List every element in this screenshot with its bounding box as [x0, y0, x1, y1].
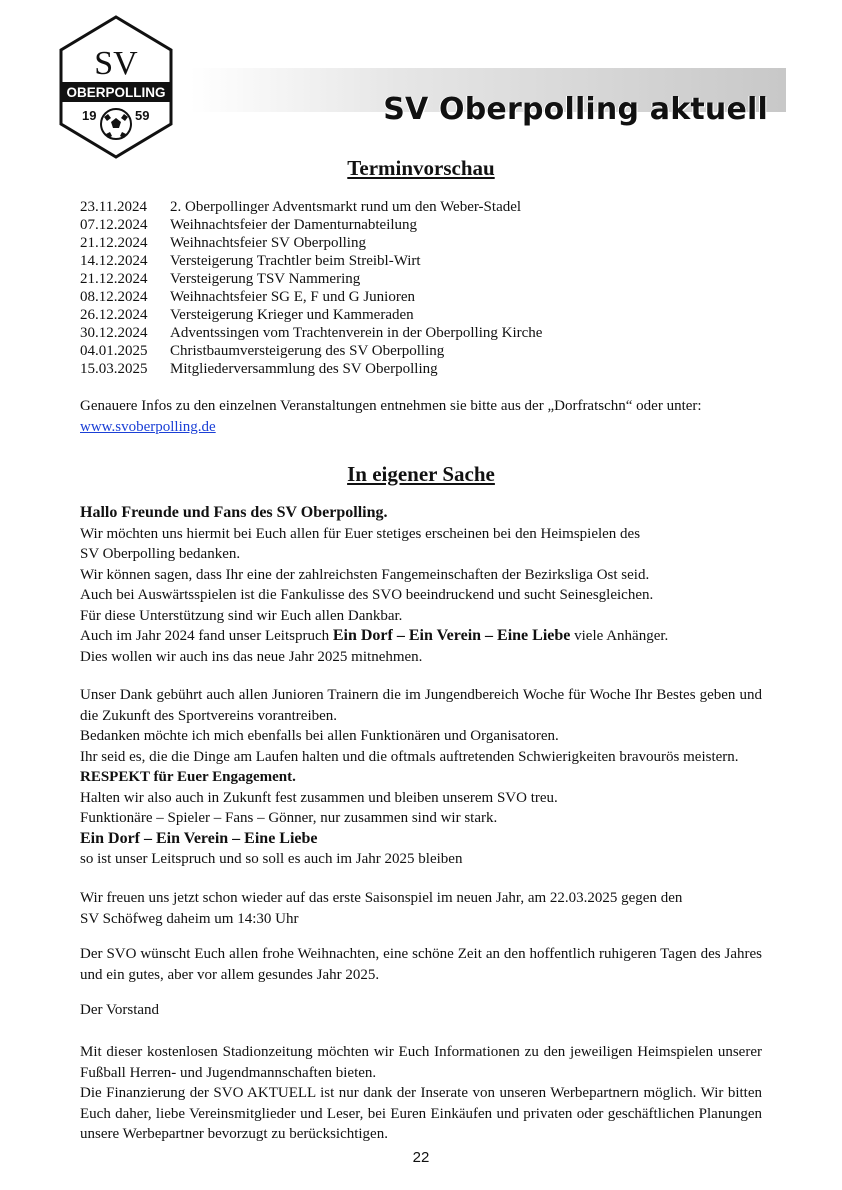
logo-name: OBERPOLLING	[66, 85, 166, 100]
motto-line	[80, 626, 762, 647]
event-date: 04.01.2025	[80, 343, 148, 359]
event-item	[80, 216, 542, 234]
sache-paragraph-4	[80, 944, 762, 985]
event-item	[80, 342, 542, 360]
logo-abbr: SV	[94, 45, 138, 82]
event-date: 23.11.2024	[80, 199, 147, 215]
page-number: 22	[412, 1149, 430, 1166]
event-item	[80, 288, 542, 306]
event-text: Christbaumversteigerung des SV Oberpolling	[170, 343, 445, 359]
event-item	[80, 234, 542, 252]
text-line: Ihr seid es, die die Dinge am Laufen halten und die oftmals auftretenden Schwierigkeiten bravourös meistern.	[80, 748, 739, 765]
text-line: Auch bei Auswärtsspielen ist die Fankulisse des SVO beeindruckend und sucht Seinesgleichen.	[80, 587, 654, 603]
text-line: Die Finanzierung der SVO AKTUELL ist nur dank der Inserate von unseren Werbepartnern möglich. Wir bitten Euch daher, liebe Vereinsmitglieder und Leser, bei Euren Einkäufen und privaten oder geschäftlichen Planungen unsere Werbepartner bevorzugt zu berücksichtigen.	[80, 1085, 762, 1142]
text-line: Bedanken möchte ich mich ebenfalls bei allen Funktionären und Organisatoren.	[80, 728, 559, 744]
text-line: SV Schöfweg daheim um 14:30 Uhr	[80, 910, 299, 927]
text-line: Der SVO wünscht Euch allen frohe Weihnachten, eine schöne Zeit an den hoffentlich ruhigeren Tagen des Jahres und ein gutes, aber vor allem gesundes Jahr 2025.	[80, 946, 762, 983]
event-date: 21.12.2024	[80, 235, 148, 251]
sache-paragraph-5	[80, 1042, 762, 1145]
event-text: Weihnachtsfeier der Damenturnabteilung	[170, 217, 418, 233]
text-line: Für diese Unterstützung sind wir Euch allen Dankbar.	[80, 607, 403, 624]
motto-prefix: Auch im Jahr 2024 fand unser Leitspruch	[80, 628, 333, 644]
termin-info	[80, 396, 762, 437]
event-text: Versteigerung Krieger und Kammeraden	[170, 307, 414, 323]
event-date: 08.12.2024	[80, 289, 148, 305]
terminvorschau-heading: Terminvorschau	[347, 156, 495, 180]
text-line: Wir möchten uns hiermit bei Euch allen für Euer stetiges erscheinen bei den Heimspielen des	[80, 525, 641, 542]
event-text: Versteigerung TSV Nammering	[170, 271, 361, 287]
logo-year-right: 59	[135, 108, 150, 123]
event-text: 2. Oberpollinger Adventsmarkt rund um den Weber-Stadel	[170, 199, 522, 215]
event-text: Adventssingen vom Trachtenverein in der Oberpolling Kirche	[170, 325, 543, 341]
greeting: Hallo Freunde und Fans des SV Oberpolling.	[80, 504, 388, 521]
text-line: so ist unser Leitspruch und so soll es auch im Jahr 2025 bleiben	[80, 851, 463, 867]
signature-text: Der Vorstand	[80, 1002, 160, 1018]
text-line: Wir können sagen, dass Ihr eine der zahlreichsten Fangemeinschaften der Bezirksliga Ost seid.	[80, 566, 650, 583]
magazine-title: SV Oberpolling aktuell	[383, 92, 768, 127]
logo-year-left: 19	[82, 108, 97, 123]
event-text: Versteigerung Trachtler beim Streibl-Wirt	[170, 253, 421, 269]
motto: Ein Dorf – Ein Verein – Eine Liebe	[332, 627, 571, 644]
event-date: 07.12.2024	[80, 217, 148, 233]
website-link[interactable]: www.svoberpolling.de	[80, 418, 216, 435]
event-date: 30.12.2024	[80, 325, 148, 341]
termin-info-text: Genauere Infos zu den einzelnen Veranstaltungen entnehmen sie bitte aus der „Dorfratschn“ oder unter:	[80, 398, 702, 414]
sache-heading: In eigener Sache	[347, 462, 495, 486]
motto-suffix: viele Anhänger.	[570, 628, 669, 644]
event-item	[80, 360, 542, 378]
event-text: Weihnachtsfeier SG E, F und G Junioren	[170, 289, 415, 305]
event-item	[80, 306, 542, 324]
event-date: 15.03.2025	[80, 361, 148, 377]
event-item	[80, 270, 542, 288]
respekt-line: RESPEKT für Euer Engagement.	[80, 769, 296, 785]
motto-repeat: Ein Dorf – Ein Verein – Eine Liebe	[80, 829, 318, 847]
text-line: Mit dieser kostenlosen Stadionzeitung möchten wir Euch Informationen zu den jeweiligen Heimspielen unserer Fußball Herren- und Jugendmannschaften bieten.	[80, 1044, 762, 1081]
signature	[80, 1000, 762, 1021]
sache-paragraph-2	[80, 685, 762, 870]
event-list	[80, 198, 542, 378]
event-item	[80, 198, 542, 216]
event-item	[80, 252, 542, 270]
soccer-ball-icon	[101, 109, 131, 139]
text-line: Funktionäre – Spieler – Fans – Gönner, nur zusammen sind wir stark.	[80, 810, 498, 826]
text-line: Unser Dank gebührt auch allen Junioren Trainern die im Jungendbereich Woche für Woche Ihr Bestes geben und die Zukunft des Sportvereins vorantreiben.	[80, 687, 762, 724]
sache-paragraph-3	[80, 888, 762, 929]
event-date: 26.12.2024	[80, 307, 148, 323]
text-line: Halten wir also auch in Zukunft fest zusammen und bleiben unserem SVO treu.	[80, 789, 558, 806]
text-line: SV Oberpolling bedanken.	[80, 546, 241, 562]
event-item	[80, 324, 542, 342]
sache-paragraph-1	[80, 503, 762, 667]
text-line: Wir freuen uns jetzt schon wieder auf das erste Saisonspiel im neuen Jahr, am 22.03.2025 gegen den	[80, 890, 683, 906]
event-date: 14.12.2024	[80, 253, 148, 269]
event-date: 21.12.2024	[80, 271, 148, 287]
club-logo	[58, 14, 174, 160]
event-text: Mitgliederversammlung des SV Oberpolling	[170, 361, 438, 377]
event-text: Weihnachtsfeier SV Oberpolling	[170, 235, 366, 251]
text-line: Dies wollen wir auch ins das neue Jahr 2025 mitnehmen.	[80, 648, 423, 665]
